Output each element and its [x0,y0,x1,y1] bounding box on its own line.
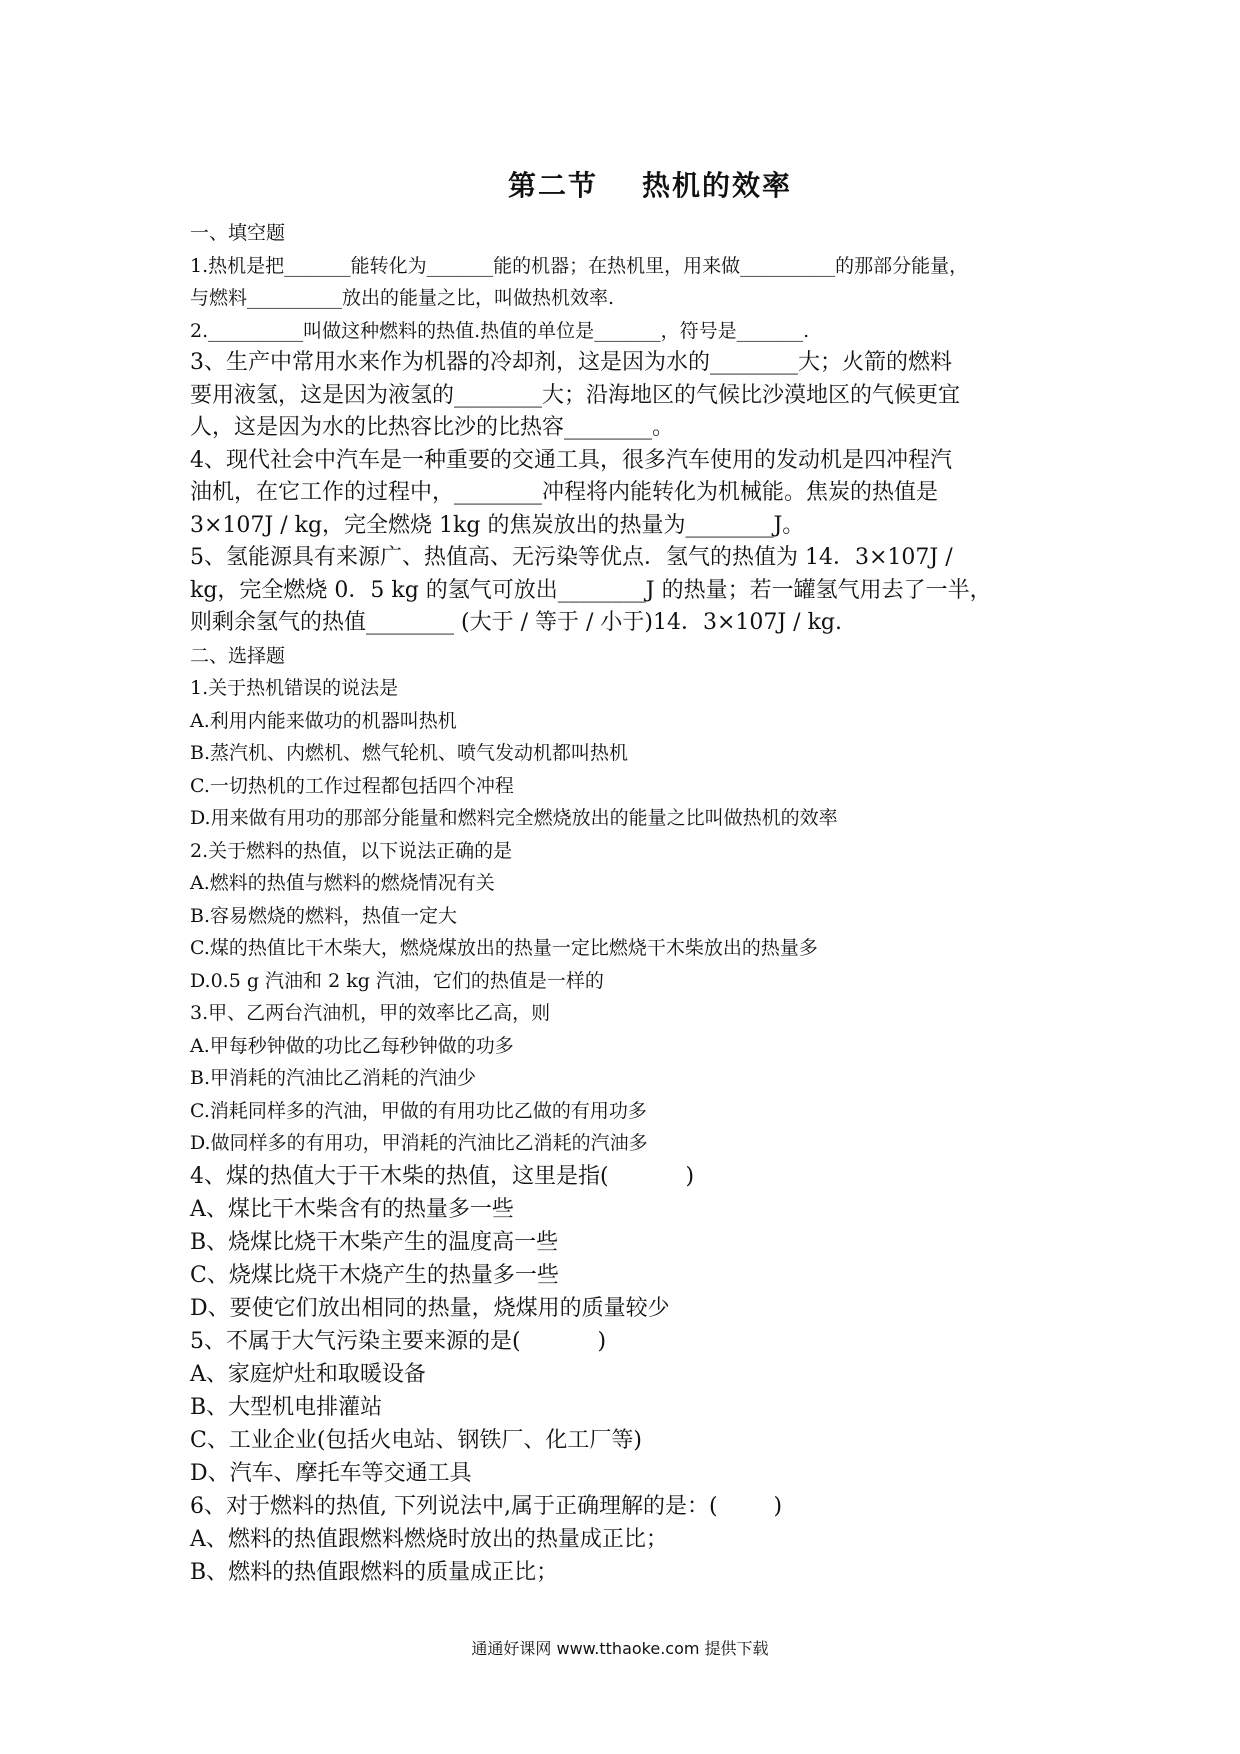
choice-line: D.0.5 g 汽油和 2 kg 汽油，它们的热值是一样的 [190,969,604,992]
choice-line: A.甲每秒钟做的功比乙每秒钟做的功多 [190,1034,514,1057]
choice-line: 6、对于燃料的热值, 下列说法中,属于正确理解的是：( ) [190,1493,783,1519]
fill-line: 4、现代社会中汽车是一种重要的交通工具，很多汽车使用的发动机是四冲程汽 [190,447,952,473]
fill-line: 3×107J / kg，完全燃烧 1kg 的焦炭放出的热量为________J。 [190,512,805,538]
choice-line: C.消耗同样多的汽油，甲做的有用功比乙做的有用功多 [190,1099,647,1122]
fill-line: 则剩余氢气的热值________ (大于 / 等于 / 小于)14．3×107J / kg. [190,610,842,635]
choice-line: B、大型机电排灌站 [190,1394,383,1420]
choice-line: A.燃料的热值与燃料的燃烧情况有关 [190,872,495,894]
title-topic: 热机的效率 [642,169,793,202]
choice-line: D、要使它们放出相同的热量，烧煤用的质量较少 [190,1295,670,1321]
choice-line: D、汽车、摩托车等交通工具 [190,1460,472,1486]
choice-line: D.做同样多的有用功，甲消耗的汽油比乙消耗的汽油多 [190,1132,648,1154]
choice-line: B、烧煤比烧干木柴产生的温度高一些 [190,1229,559,1255]
fill-line: 5、氢能源具有来源广、热值高、无污染等优点．氢气的热值为 14．3×107J / [190,545,953,570]
choice-line: 2.关于燃料的热值，以下说法正确的是 [190,839,513,862]
choice-line: B.容易燃烧的燃料，热值一定大 [190,904,458,927]
fill-line: 与燃料__________放出的能量之比，叫做热机效率. [190,287,615,309]
choice-line: B.甲消耗的汽油比乙消耗的汽油少 [190,1067,477,1089]
fill-line: 要用液氢，这是因为液氢的________大；沿海地区的气候比沙漠地区的气候更宜 [190,382,961,408]
fill-line: 2.__________叫做这种燃料的热值.热值的单位是_______，符号是_______. [190,319,810,342]
fill-line: 油机，在它工作的过程中，________冲程将内能转化为机械能。焦炭的热值是 [190,480,939,505]
choice-line: B、燃料的热值跟燃料的质量成正比； [190,1559,559,1585]
choice-line: 4、煤的热值大于干木柴的热值，这里是指( ) [190,1163,695,1189]
document-content [190,163,1070,1589]
choice-line: C、工业企业(包括火电站、钢铁厂、化工厂等) [190,1427,643,1453]
choice-line: C.一切热机的工作过程都包括四个冲程 [190,774,514,797]
choice-line: A、家庭炉灶和取暖设备 [190,1361,426,1387]
choice-line: B.蒸汽机、内燃机、燃气轮机、喷气发动机都叫热机 [190,742,629,764]
choice-line: A、煤比干木柴含有的热量多一些 [190,1196,514,1222]
choice-line: D.用来做有用功的那部分能量和燃料完全燃烧放出的能量之比叫做热机的效率 [190,807,838,829]
choice-line: 1.关于热机错误的说法是 [190,677,399,699]
fill-line: kg，完全燃烧 0．5 kg 的氢气可放出________J 的热量；若一罐氢气用去了一半， [190,577,992,603]
choice-line: A.利用内能来做功的机器叫热机 [190,709,457,732]
section-heading-fill: 一、填空题 [190,222,286,244]
choice-line: 5、不属于大气污染主要来源的是( ) [190,1328,607,1354]
choice-line: C、烧煤比烧干木烧产生的热量多一些 [190,1262,559,1288]
fill-line: 人，这是因为水的比热容比沙的比热容________。 [190,415,675,440]
section-heading-choice: 二、选择题 [190,644,286,667]
page-title [230,163,1070,209]
page-footer: 通通好课网 www.tthaoke.com 提供下载 [471,1639,769,1658]
fill-line: 3、生产中常用水来作为机器的冷却剂，这是因为水的________大；火箭的燃料 [190,350,952,375]
choice-line: 3.甲、乙两台汽油机，甲的效率比乙高，则 [190,1002,551,1024]
choice-line: A、燃料的热值跟燃料燃烧时放出的热量成正比； [190,1526,668,1552]
choice-line: C.煤的热值比干木柴大，燃烧煤放出的热量一定比燃烧干木柴放出的热量多 [190,937,818,959]
fill-line: 1.热机是把_______能转化为_______能的机器；在热机里，用来做__________的那部分能量， [190,254,969,277]
title-section: 第二节 [507,169,598,202]
